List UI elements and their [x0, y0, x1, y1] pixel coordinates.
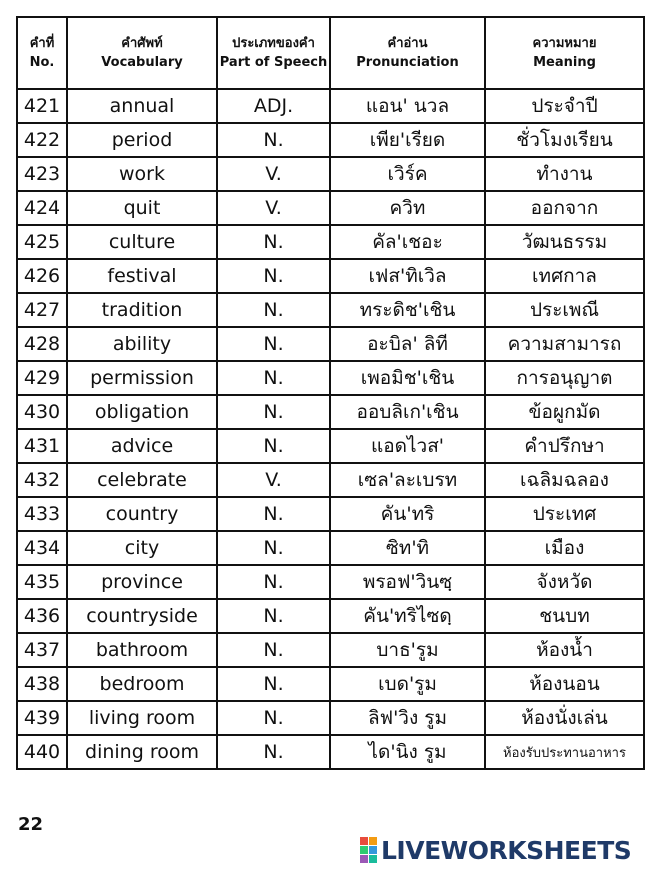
cell-word: work — [67, 157, 217, 191]
logo-text: LIVEWORKSHEETS — [381, 835, 632, 865]
cell-word: permission — [67, 361, 217, 395]
logo-square — [369, 855, 377, 863]
header-pos-thai: ประเภทของคำ — [232, 36, 315, 51]
table-row — [17, 395, 644, 429]
liveworksheets-logo[interactable] — [360, 836, 631, 864]
header-vocabulary-english: Vocabulary — [101, 55, 183, 70]
table-row — [17, 667, 644, 701]
cell-no: 425 — [17, 225, 67, 259]
cell-pronunciation: เพอมิช'เชิน — [330, 361, 485, 395]
header-meaning-english: Meaning — [533, 55, 596, 70]
cell-pronunciation: พรอฟ'วินซฺ — [330, 565, 485, 599]
cell-no: 426 — [17, 259, 67, 293]
cell-pos: N. — [217, 361, 330, 395]
table-row — [17, 531, 644, 565]
cell-meaning: ห้องนอน — [485, 667, 644, 701]
cell-pos: N. — [217, 327, 330, 361]
cell-meaning: เมือง — [485, 531, 644, 565]
header-no-english: No. — [29, 55, 55, 70]
cell-no: 427 — [17, 293, 67, 327]
cell-word: annual — [67, 89, 217, 123]
cell-no: 432 — [17, 463, 67, 497]
table-row — [17, 191, 644, 225]
cell-pos: V. — [217, 191, 330, 225]
cell-pronunciation: เบด'รูม — [330, 667, 485, 701]
cell-pos: N. — [217, 531, 330, 565]
table-row — [17, 701, 644, 735]
table-row — [17, 123, 644, 157]
cell-word: quit — [67, 191, 217, 225]
cell-word: celebrate — [67, 463, 217, 497]
cell-no: 433 — [17, 497, 67, 531]
cell-meaning: ออกจาก — [485, 191, 644, 225]
cell-pronunciation: คัน'ทริ — [330, 497, 485, 531]
cell-word: advice — [67, 429, 217, 463]
cell-no: 437 — [17, 633, 67, 667]
header-meaning — [485, 17, 644, 89]
logo-square — [360, 846, 368, 854]
cell-pos: N. — [217, 667, 330, 701]
table-header-row — [17, 17, 644, 89]
cell-pronunciation: ลิฟ'วิง รูม — [330, 701, 485, 735]
cell-no: 423 — [17, 157, 67, 191]
logo-square — [360, 837, 368, 845]
cell-meaning: ทำงาน — [485, 157, 644, 191]
cell-word: province — [67, 565, 217, 599]
cell-word: period — [67, 123, 217, 157]
cell-pronunciation: เพีย'เรียด — [330, 123, 485, 157]
cell-pronunciation: คัล'เชอะ — [330, 225, 485, 259]
cell-meaning: ห้องน้ำ — [485, 633, 644, 667]
cell-pos: N. — [217, 395, 330, 429]
logo-mark-icon — [360, 837, 377, 863]
cell-pronunciation: เฟส'ทิเวิล — [330, 259, 485, 293]
cell-pos: N. — [217, 259, 330, 293]
header-no — [17, 17, 67, 89]
cell-pos: N. — [217, 701, 330, 735]
table-row — [17, 89, 644, 123]
cell-no: 422 — [17, 123, 67, 157]
table-row — [17, 735, 644, 769]
table-row — [17, 293, 644, 327]
cell-pronunciation: บาธ'รูม — [330, 633, 485, 667]
table-row — [17, 599, 644, 633]
cell-meaning: ห้องนั่งเล่น — [485, 701, 644, 735]
table-row — [17, 259, 644, 293]
cell-meaning: ความสามารถ — [485, 327, 644, 361]
cell-no: 424 — [17, 191, 67, 225]
cell-word: country — [67, 497, 217, 531]
cell-pronunciation: แอน' นวล — [330, 89, 485, 123]
cell-word: city — [67, 531, 217, 565]
logo-square — [360, 855, 368, 863]
table-row — [17, 327, 644, 361]
header-meaning-thai: ความหมาย — [532, 36, 597, 51]
cell-pos: N. — [217, 123, 330, 157]
header-no-thai: คำที่ — [29, 36, 55, 51]
cell-meaning: ประจำปี — [485, 89, 644, 123]
cell-pos: N. — [217, 599, 330, 633]
cell-word: bathroom — [67, 633, 217, 667]
cell-meaning: ประเพณี — [485, 293, 644, 327]
cell-no: 428 — [17, 327, 67, 361]
table-row — [17, 565, 644, 599]
cell-pos: V. — [217, 463, 330, 497]
vocabulary-table — [16, 16, 645, 770]
cell-pos: N. — [217, 497, 330, 531]
logo-square — [369, 846, 377, 854]
cell-no: 430 — [17, 395, 67, 429]
cell-no: 434 — [17, 531, 67, 565]
header-vocabulary-thai: คำศัพท์ — [121, 36, 163, 51]
logo-square — [369, 837, 377, 845]
header-pos-english: Part of Speech — [219, 55, 328, 70]
cell-word: countryside — [67, 599, 217, 633]
cell-pronunciation: ควิท — [330, 191, 485, 225]
cell-pos: N. — [217, 429, 330, 463]
cell-pronunciation: แอดไวส' — [330, 429, 485, 463]
cell-pronunciation: คัน'ทริไซดฺ — [330, 599, 485, 633]
cell-word: tradition — [67, 293, 217, 327]
cell-pronunciation: เวิร์ค — [330, 157, 485, 191]
cell-meaning: การอนุญาต — [485, 361, 644, 395]
table-row — [17, 429, 644, 463]
cell-pronunciation: ได'นิง รูม — [330, 735, 485, 769]
header-pronunciation-thai: คำอ่าน — [387, 36, 428, 51]
cell-word: culture — [67, 225, 217, 259]
cell-meaning: วัฒนธรรม — [485, 225, 644, 259]
cell-pos: N. — [217, 293, 330, 327]
cell-meaning: เทศกาล — [485, 259, 644, 293]
cell-pronunciation: ออบลิเก'เชิน — [330, 395, 485, 429]
cell-meaning: คำปรึกษา — [485, 429, 644, 463]
table-row — [17, 497, 644, 531]
cell-no: 421 — [17, 89, 67, 123]
cell-word: obligation — [67, 395, 217, 429]
header-vocabulary — [67, 17, 217, 89]
cell-meaning: ชนบท — [485, 599, 644, 633]
table-row — [17, 225, 644, 259]
cell-no: 439 — [17, 701, 67, 735]
cell-pronunciation: อะบิล' ลิที — [330, 327, 485, 361]
cell-pronunciation: ทระดิช'เชิน — [330, 293, 485, 327]
cell-word: bedroom — [67, 667, 217, 701]
cell-meaning: ข้อผูกมัด — [485, 395, 644, 429]
cell-no: 438 — [17, 667, 67, 701]
header-part-of-speech — [217, 17, 330, 89]
cell-no: 436 — [17, 599, 67, 633]
cell-pos: N. — [217, 565, 330, 599]
cell-meaning: ชั่วโมงเรียน — [485, 123, 644, 157]
page-number: 22 — [18, 814, 44, 835]
cell-meaning: จังหวัด — [485, 565, 644, 599]
header-pronunciation-english: Pronunciation — [356, 55, 459, 70]
cell-pos: N. — [217, 225, 330, 259]
cell-no: 440 — [17, 735, 67, 769]
cell-word: ability — [67, 327, 217, 361]
cell-pos: V. — [217, 157, 330, 191]
cell-no: 429 — [17, 361, 67, 395]
table-row — [17, 361, 644, 395]
cell-pronunciation: เซล'ละเบรท — [330, 463, 485, 497]
table-row — [17, 463, 644, 497]
cell-pos: ADJ. — [217, 89, 330, 123]
cell-meaning: ประเทศ — [485, 497, 644, 531]
table-row — [17, 633, 644, 667]
cell-word: living room — [67, 701, 217, 735]
cell-meaning: เฉลิมฉลอง — [485, 463, 644, 497]
cell-pos: N. — [217, 735, 330, 769]
cell-no: 435 — [17, 565, 67, 599]
cell-pos: N. — [217, 633, 330, 667]
cell-word: dining room — [67, 735, 217, 769]
header-pronunciation — [330, 17, 485, 89]
cell-pronunciation: ซิท'ทิ — [330, 531, 485, 565]
table-row — [17, 157, 644, 191]
cell-word: festival — [67, 259, 217, 293]
cell-meaning: ห้องรับประทานอาหาร — [485, 735, 644, 769]
cell-no: 431 — [17, 429, 67, 463]
